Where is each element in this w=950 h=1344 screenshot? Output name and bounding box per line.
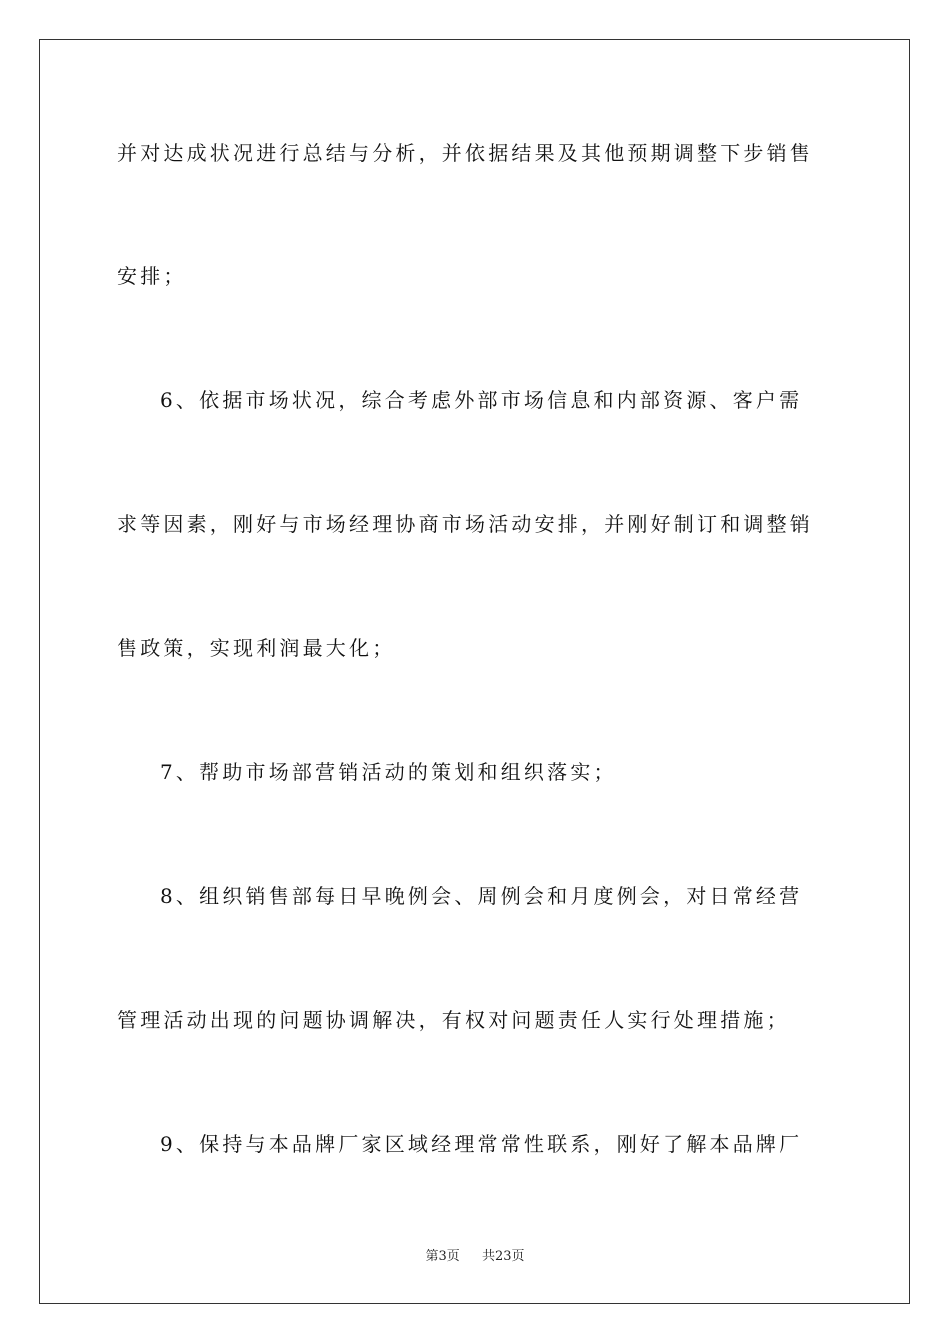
- text-line-1: 并对达成状况进行总结与分析，并依据结果及其他预期调整下步销售: [117, 141, 813, 165]
- page-total: 共23页: [482, 1249, 525, 1264]
- page-footer: [0, 1248, 950, 1266]
- text-line-2: 安排；: [117, 264, 187, 288]
- text-line-7: 8、组织销售部每日早晚例会、周例会和月度例会，对日常经营: [160, 884, 803, 908]
- text-line-8: 管理活动出现的问题协调解决，有权对问题责任人实行处理措施；: [117, 1008, 790, 1032]
- text-line-5: 售政策，实现利润最大化；: [117, 636, 396, 660]
- page-number: 第3页: [425, 1249, 460, 1264]
- text-line-3: 6、依据市场状况，综合考虑外部市场信息和内部资源、客户需: [160, 388, 803, 412]
- text-line-4: 求等因素，刚好与市场经理协商市场活动安排，并刚好制订和调整销: [117, 512, 813, 536]
- text-line-6: 7、帮助市场部营销活动的策划和组织落实；: [160, 760, 617, 784]
- page-frame: [39, 39, 910, 1304]
- text-line-9: 9、保持与本品牌厂家区域经理常常性联系，刚好了解本品牌厂: [160, 1132, 803, 1156]
